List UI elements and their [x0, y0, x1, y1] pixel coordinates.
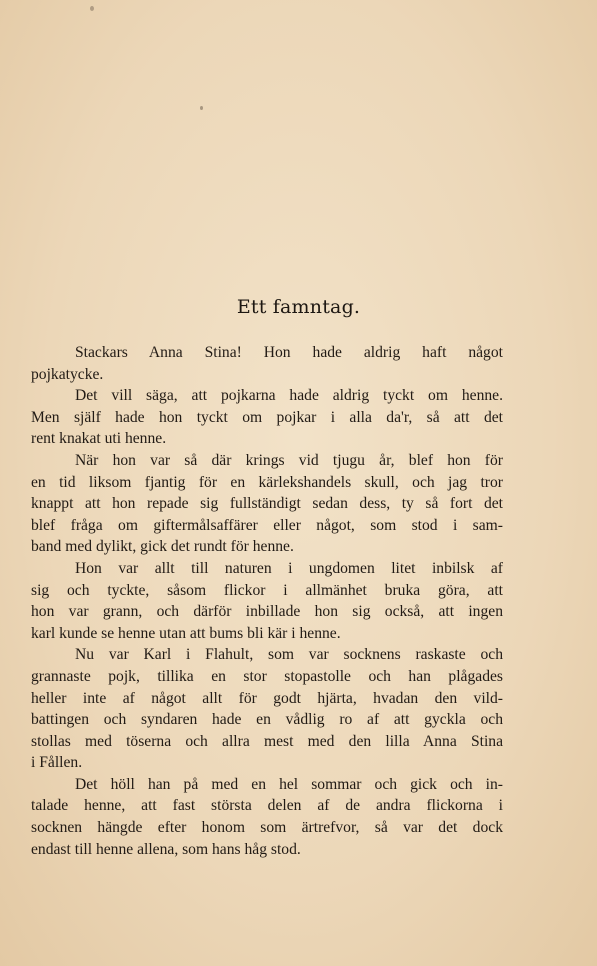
paragraph [31, 385, 503, 450]
text-line: endast till henne allena, som hans håg stod. [31, 840, 301, 858]
paper-speck [200, 106, 203, 110]
text-line: hon var grann, och därför inbillade hon sig också, att ingen [31, 603, 503, 621]
text-line: Stackars Anna Stina! Hon hade aldrig haft något [75, 344, 503, 361]
paragraph [31, 558, 503, 644]
text-line: grannaste pojk, tillika en stor stopastolle och han plågades [31, 667, 503, 685]
text-line: karl kunde se henne utan att bums bli kär i henne. [31, 624, 341, 642]
text-line: knappt att hon repade sig fullständigt sedan dess, ty så fort det [31, 495, 503, 513]
text-line: sig och tyckte, såsom flickor i allmänhet bruka göra, att [31, 581, 503, 599]
text-line: blef fråga om giftermålsaffärer eller något, som stod i sam- [31, 516, 503, 534]
text-line: i Fållen. [31, 754, 83, 772]
text-line: När hon var så där krings vid tjugu år, blef hon för [75, 451, 503, 469]
text-line: heller inte af något allt för godt hjärta, hvadan den vild- [31, 689, 503, 707]
paragraph [31, 342, 503, 385]
paper-speck [90, 6, 94, 11]
text-line: socknen hängde efter honom som ärtrefvor, så var det dock [31, 819, 503, 837]
text-line: en tid liksom fjantig för en kärlekshandels skull, och jag tror [31, 473, 503, 491]
text-line: stollas med töserna och allra mest med den lilla Anna Stina [31, 732, 503, 750]
text-line: band med dylikt, gick det rundt för henne. [31, 538, 294, 556]
paragraph [31, 774, 503, 860]
text-line: pojkatycke. [31, 365, 104, 383]
text-line: Det vill säga, att pojkarna hade aldrig tyckt om henne. [75, 387, 503, 405]
chapter-body [31, 342, 503, 860]
paragraph [31, 644, 503, 774]
chapter-title: Ett famntag. [236, 296, 361, 318]
text-line: Det höll han på med en hel sommar och gick och in- [75, 775, 503, 793]
paragraph [31, 450, 503, 558]
text-line: Nu var Karl i Flahult, som var socknens raskaste och [75, 646, 503, 664]
text-line: Hon var allt till naturen i ungdomen litet inbilsk af [75, 559, 503, 577]
text-line: talade henne, att fast största delen af de andra flickorna i [31, 797, 503, 815]
text-line: battingen och syndaren hade en vådlig ro af att gyckla och [31, 711, 503, 729]
text-line: rent knakat uti henne. [31, 430, 167, 448]
text-line: Men själf hade hon tyckt om pojkar i alla da'r, så att det [31, 408, 503, 426]
